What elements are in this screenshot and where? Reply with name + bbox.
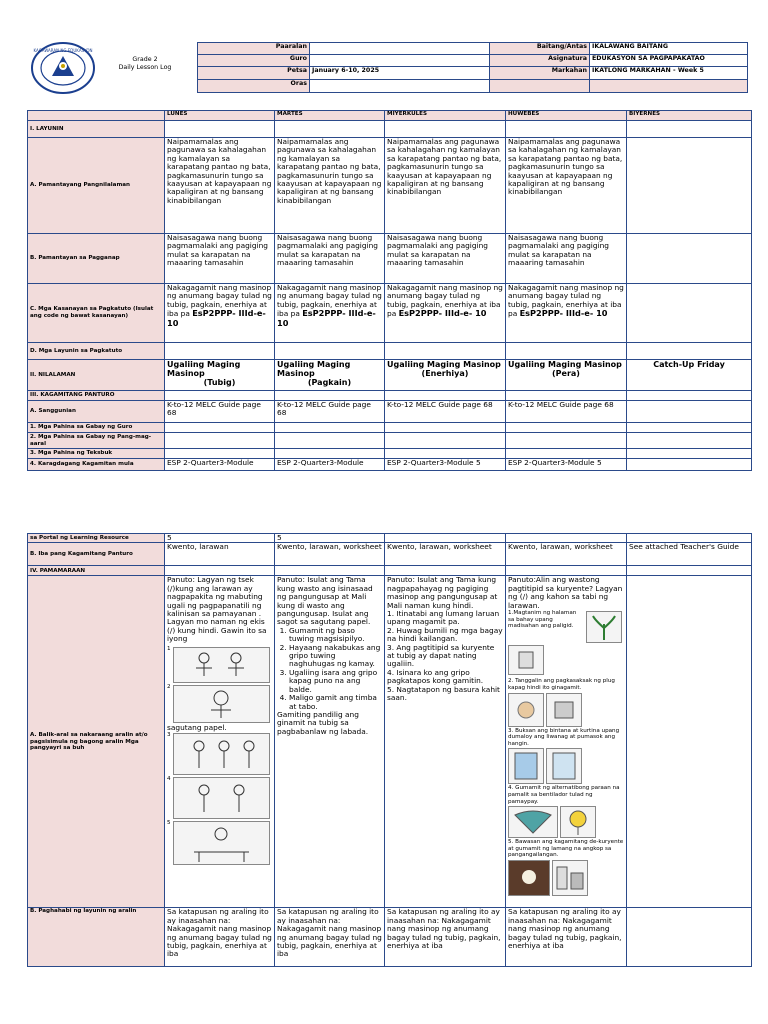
karagdagang-cell: ESP 2-Quarter3-Module 5 [385,459,506,471]
sanggunian-cell [627,401,752,423]
figure-number: 4 [167,776,171,783]
row-label-iba: B. Iba pang Kagamitang Panturo [28,543,165,566]
item-text: 5. Bawasan ang kagamitang de-kuryente at gumamit ng lamang na angkop sa pangangailangan. [508,839,624,859]
paaralan-value [310,43,490,55]
sanggunian-cell: K-to-12 MELC Guide page 68 [275,401,385,423]
curtain-icon [546,748,582,784]
kasanayan-cell: Nakagagamit nang masinop ng anumang bagay tulad ng tubig, pagkain, enerhiya at iba pa EsP2PPP- IIId-e- 10 [385,284,506,343]
row-label-sanggunian: A. Sanggunian [28,401,165,423]
panuto-3: Panuto: Isulat ang Tama kung nagpapahayag ng pagiging masinop ang pangungusap at Mali naman kung hindi. [387,575,498,610]
children-illustration-icon [173,647,270,683]
pagganap-cell: Naisasagawa nang buong pagmamalaki ang pagiging mulat sa karapatan na maaaring tamasahin [275,234,385,284]
iba-cell: Kwento, larawan, worksheet [275,543,385,566]
pagganap-cell: Naisasagawa nang buong pagmamalaki ang pagiging mulat sa karapatan na maaaring tamasahin [165,234,275,284]
sanggunian-cell: K-to-12 MELC Guide page 68 [165,401,275,423]
panuto-1-end: sagutang papel. [167,722,227,732]
balik-aral-martes [275,576,385,908]
pamantayang-cell: Naipamamalas ang pagunawa sa kahalagahan ng kamalayan sa karapatang pantao ng bata, pagkamasunurin tungo sa kaayusan at kapayapaan ng kapaligiran at ng bansang kinabibilangan [506,138,627,234]
petsa-value: January 6-10, 2025 [310,67,490,80]
oras-label: Oras [198,80,310,93]
item-text: 4. Gumamit ng alternatibong paraan na pamalit sa bentilador tulad ng pamaypay. [508,785,620,805]
item-text: 2. Tanggalin ang pagkasaksak ng plug kapag hindi ito ginagamit. [508,678,615,692]
asignatura-value: EDUKASYON SA PAGPAPAKATAO [590,55,748,67]
asignatura-label: Asignatura [490,55,590,67]
figure-number: 3 [167,732,171,739]
figure-number: 5 [167,820,171,827]
petsa-label: Petsa [198,67,310,80]
row-label-gabay-guro: 1. Mga Pahina sa Gabay ng Guro [28,423,165,433]
appliances-icon [552,860,588,896]
panuto-1: Panuto: Lagyan ng tsek (/)kung ang larawan ay nagpapakita ng mabuting ugali ng pagpapanatili ng kalinisan sa pamayanan . Lagyan mo naman ng ekis (/) kung hindi. Gawin ito sa iyong [167,575,267,644]
empty-cell [590,80,748,93]
panuto-2: Panuto: Isulat ang Tama kung wasto ang isinasaad ng pangungusap at Mali kung di wasto ang pangungusap. Isulat ang sagot sa sagutang papel. [277,575,373,627]
pagganap-cell: Naisasagawa nang buong pagmamalaki ang pagiging mulat sa karapatan na maaaring tamasahin [506,234,627,284]
pamantayang-cell: Naipamamalas ang pagunawa sa kahalagahan ng kamalayan sa karapatang pantao ng bata, pagkamasunurin tungo sa kaayusan at kapayapaan ng kapaligiran at ng bansang kinabibilangan [165,138,275,234]
panuto-4: Panuto:Alin ang wastong pagtitipid sa kuryente? Lagyan ng (/) ang kahon sa tabi ng larawan. [508,575,623,610]
kasanayan-cell: Nakagagamit nang masinop ng anumang bagay tulad ng tubig, pagkain, enerhiya at iba pa EsP2PPP- IIId-e- 10 [165,284,275,343]
nilalaman-cell: Ugaliing Maging Masinop (Enerhiya) [385,360,506,391]
list-item: 4. Maligo gamit ang timba at tabo. [289,694,382,711]
iba-cell: Kwento, larawan, worksheet [506,543,627,566]
figure-number: 2 [167,683,171,690]
list-item: 2. Hayaang nakabukas ang gripo tuwing naghuhugas ng kamay. [289,644,382,669]
hand-icon [508,693,544,727]
day-header: BIYERNES [627,111,752,121]
row-label-paghahabi: B. Paghahabi ng layunin ng aralin [28,908,165,967]
baitang-value: IKALAWANG BAITANG [590,43,748,55]
row-label-layunin-pagkatuto: D. Mga Layunin sa Pagkatuto [28,343,165,360]
guro-label: Guro [198,55,310,67]
list-item: 1. Gumamit ng baso tuwing magsisipilyo. [289,627,382,644]
empty-cell [28,111,165,121]
list-item: 2. Huwag bumili ng mga bagay na hindi kailangan. [387,625,503,644]
karagdagang-cell: ESP 2-Quarter3-Module [165,459,275,471]
guro-value [310,55,490,67]
iba-cell: Kwento, larawan, worksheet [385,543,506,566]
deped-seal-icon [30,42,96,94]
item-text: 3. Buksan ang bintana at kurtina upang dumaloy ang liwanag at pumasok ang hangin. [508,727,620,747]
list-item: 3. Ugaliing isara ang gripo kapag puno na ang balde. [289,669,382,694]
paghahabi-cell: Sa katapusan ng araling ito ay inaasahan na: Nakagagamit nang masinop ng anumang bagay tulad ng tubig, pagkain, enerhiya at iba [165,908,275,967]
oras-value [310,80,490,93]
pagganap-cell: Naisasagawa nang buong pagmamalaki ang pagiging mulat sa karapatan na maaaring tamasahin [385,234,506,284]
panuto-2-end: Gamiting pandilig ang ginamit na tubig sa pagbabanlaw ng labada. [277,709,369,736]
plug-icon [508,645,544,675]
children-playing-icon [173,777,270,819]
svg-text:KAGAWARAN NG EDUKASYON: KAGAWARAN NG EDUKASYON [33,48,93,53]
row-label-portal: sa Portal ng Learning Resource [28,534,165,543]
row-label-nilalaman: II. NILALAMAN [28,360,165,391]
paaralan-label: Paaralan [198,43,310,55]
paghahabi-cell: Sa katapusan ng araling ito ay inaasahan na: Nakagagamit nang masinop ng anumang bagay tulad ng tubig, pagkain, enerhiya at iba [385,908,506,967]
balik-aral-huwebes [506,576,627,908]
kasanayan-cell: Nakagagamit nang masinop ng anumang bagay tulad ng tubig, pagkain, enerhiya at iba pa EsP2PPP- IIId-e- 10 [506,284,627,343]
unplug-icon [546,693,582,727]
iba-cell: See attached Teacher's Guide [627,543,752,566]
child-illustration-icon [173,685,270,723]
row-label-pagganap: B. Pamantayan sa Pagganap [28,234,165,284]
balik-aral-lunes [165,576,275,908]
pagganap-cell [627,234,752,284]
balik-aral-biyernes [627,576,752,908]
plant-icon [586,611,622,643]
figure-number: 1 [167,645,171,652]
day-header: MIYERKULES [385,111,506,121]
day-header: HUWEBES [506,111,627,121]
header-title: Grade 2 Daily Lesson Log [118,56,172,71]
section-layunin: I. LAYUNIN [28,121,165,138]
kasanayan-cell [627,284,752,343]
sanggunian-cell: K-to-12 MELC Guide page 68 [385,401,506,423]
row-label-karagdagang: 4. Karagdagang Kagamitan mula [28,459,165,471]
bulb-icon [508,860,550,896]
row-label-balik-aral: A. Balik-aral sa nakaraang aralin at/o pagsisimula ng bagong aralin Mga pangyayri sa buh [28,576,165,908]
balik-aral-miyerkules [385,576,506,908]
pamantayang-cell: Naipamamalas ang pagunawa sa kahalagahan ng kamalayan sa karapatang pantao ng bata, pagkamasunurin tungo sa kaayusan at kapayapaan ng kapaligiran at ng bansang kinabibilangan [275,138,385,234]
karagdagang-cell: ESP 2-Quarter3-Module 5 [506,459,627,471]
iba-cell: Kwento, larawan [165,543,275,566]
pamantayang-cell [627,138,752,234]
row-label-gabay-mag-aaral: 2. Mga Pahina sa Gabay ng Pang-mag-aaral [28,433,165,449]
section-kagamitan: III. KAGAMITANG PANTURO [28,391,165,401]
portal-cell: 5 [165,534,275,543]
paghahabi-cell [627,908,752,967]
portal-cell [506,534,627,543]
empty-cell [490,80,590,93]
child-at-table-icon [173,821,270,865]
karagdagang-cell: ESP 2-Quarter3-Module [275,459,385,471]
people-illustration-icon [173,733,270,775]
section-pamamaraan: IV. PAMAMARAAN [28,566,165,576]
sanggunian-cell: K-to-12 MELC Guide page 68 [506,401,627,423]
kasanayan-cell: Nakagagamit nang masinop ng anumang bagay tulad ng tubig, pagkain, enerhiya at iba pa EsP2PPP- IIId-e- 10 [275,284,385,343]
paghahabi-cell: Sa katapusan ng araling ito ay inaasahan na: Nakagagamit nang masinop ng anumang bagay tulad ng tubig, pagkain, enerhiya at iba [506,908,627,967]
item-text: 1.Magtanim ng halaman sa bahay upang madisahan ang paligid. [508,610,577,630]
list-item: 1. Itinatabi ang lumang laruan upang magamit pa. [387,609,500,627]
row-label-pamantayang: A. Pamantayang Pangnilalaman [28,138,165,234]
portal-cell [385,534,506,543]
electric-fan-icon [560,806,596,838]
day-header: MARTES [275,111,385,121]
header-info-table [197,42,748,93]
day-header: LUNES [165,111,275,121]
portal-cell: 5 [275,534,385,543]
nilalaman-cell: Ugaliing Maging Masinop (Tubig) [165,360,275,391]
list-item: 5. Nagtatapon ng basura kahit saan. [387,684,500,703]
row-label-kasanayan: C. Mga Kasanayan sa Pagkatuto (Isulat ang code ng bawat kasanayan) [28,284,165,343]
lesson-table-part1 [27,110,752,471]
paghahabi-cell: Sa katapusan ng araling ito ay inaasahan na: Nakagagamit nang masinop ng anumang bagay tulad ng tubig, pagkain, enerhiya at iba [275,908,385,967]
karagdagang-cell [627,459,752,471]
markahan-value: IKATLONG MARKAHAN - Week 5 [590,67,748,80]
nilalaman-cell: Ugaliing Maging Masinop (Pagkain) [275,360,385,391]
baitang-label: Baitang/Antas [490,43,590,55]
list-item: 4. Isinara ko ang gripo pagkatapos kong gamitin. [387,667,484,686]
catch-up-friday: Catch-Up Friday [627,360,752,391]
fan-icon [508,806,558,838]
markahan-label: Markahan [490,67,590,80]
list-item: 3. Ang pagtitipid sa kuryente at tubig ay dapat nating ugaliin. [387,642,495,669]
window-icon [508,748,544,784]
nilalaman-cell: Ugaliing Maging Masinop (Pera) [506,360,627,391]
row-label-teksbuk: 3. Mga Pahina ng Teksbuk [28,449,165,459]
pamantayang-cell: Naipamamalas ang pagunawa sa kahalagahan ng kamalayan sa karapatang pantao ng bata, pagkamasunurin tungo sa kaayusan at kapayapaan ng kapaligiran at ng bansang kinabibilangan [385,138,506,234]
portal-cell [627,534,752,543]
lesson-table-part2 [27,533,752,967]
